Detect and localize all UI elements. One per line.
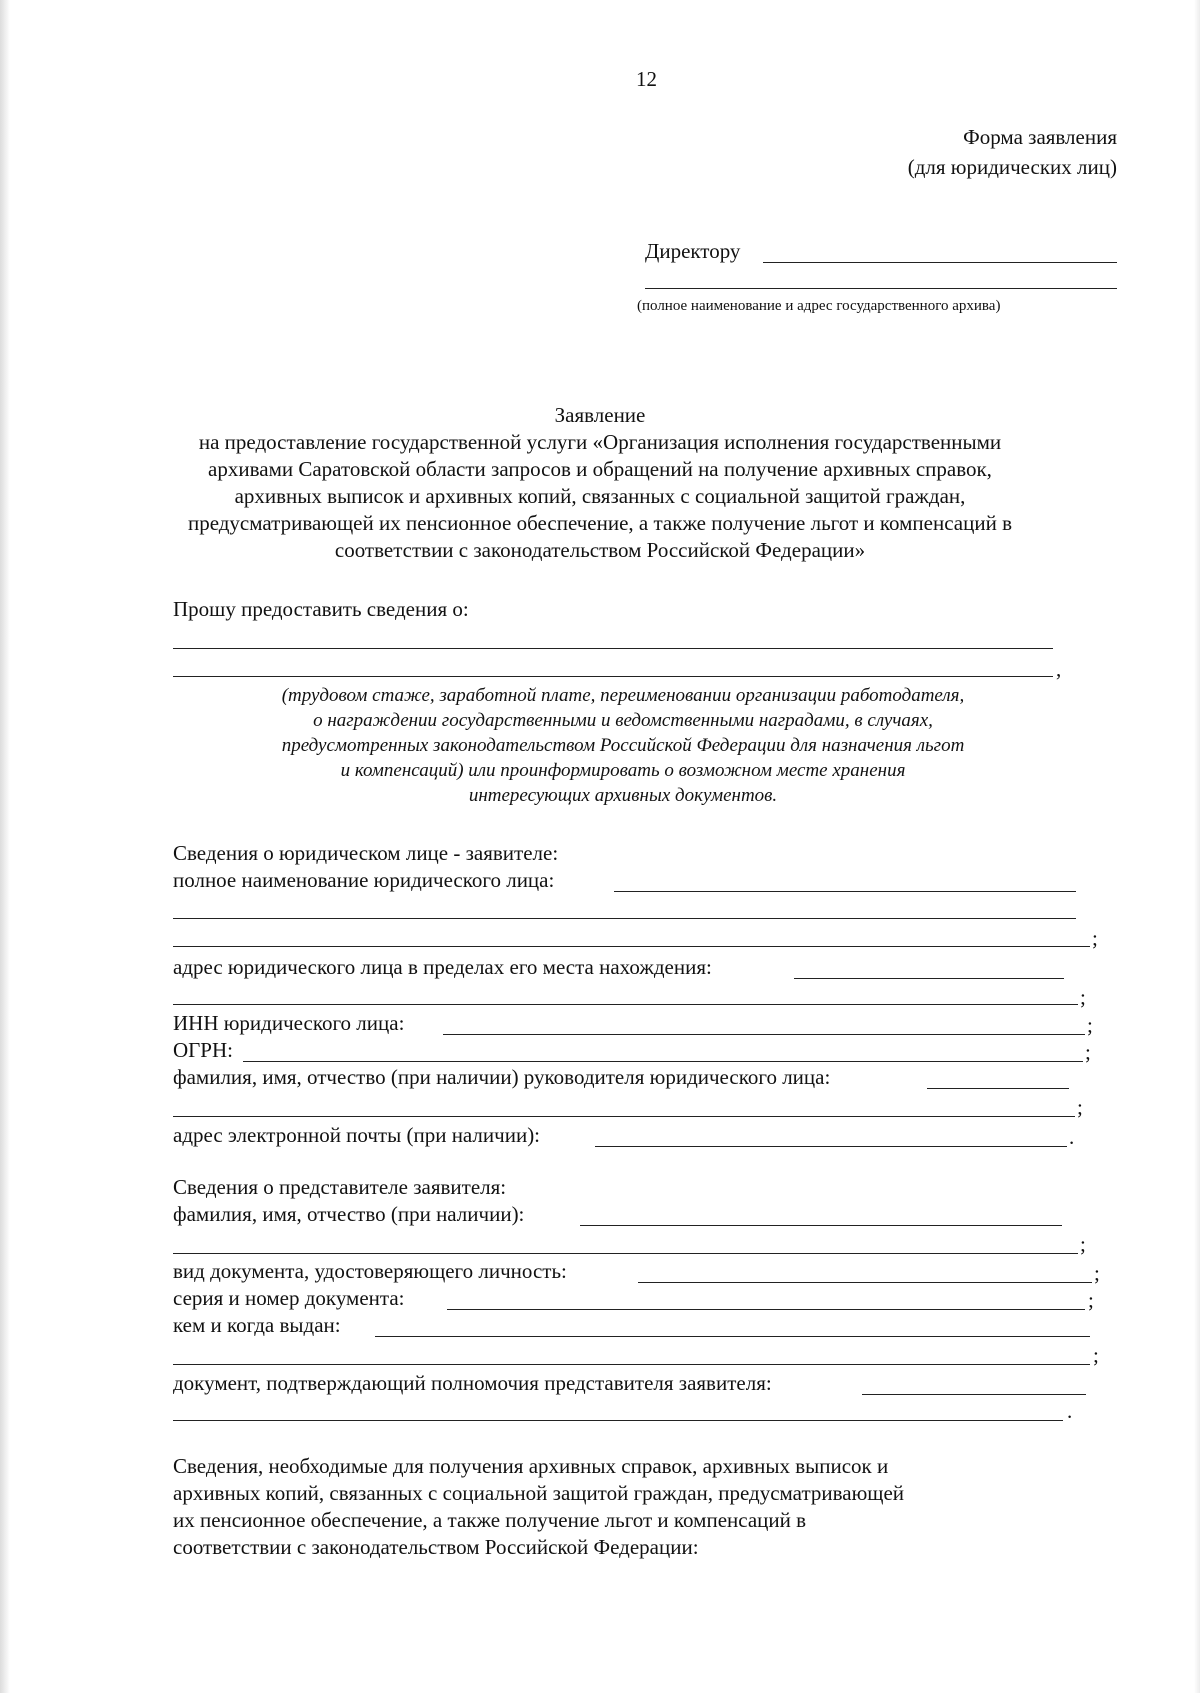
head-name-label: фамилия, имя, отчество (при наличии) руководителя юридического лица:: [173, 1065, 831, 1089]
representative-section-title: Сведения о представителе заявителя:: [173, 1175, 507, 1199]
request-field-line-2[interactable]: [173, 676, 1053, 677]
form-title-line1: Форма заявления: [963, 125, 1117, 149]
inn-label: ИНН юридического лица:: [173, 1011, 405, 1035]
addressee-caption: (полное наименование и адрес государственного архива): [637, 298, 1001, 314]
ogrn-semicolon: ;: [1085, 1040, 1091, 1064]
representative-name-semicolon: ;: [1080, 1232, 1086, 1256]
issued-by-label: кем и когда выдан:: [173, 1313, 341, 1337]
legal-entity-full-name-field[interactable]: [614, 891, 1076, 892]
page-number: 12: [636, 67, 657, 91]
addressee-field-line-2[interactable]: [645, 288, 1117, 289]
address-semicolon: ;: [1080, 985, 1086, 1009]
inn-field[interactable]: [443, 1034, 1085, 1035]
legal-entity-address-label: адрес юридического лица в пределах его места нахождения:: [173, 955, 712, 979]
ogrn-field[interactable]: [243, 1061, 1083, 1062]
request-label: Прошу предоставить сведения о:: [173, 597, 469, 621]
ogrn-label: ОГРН:: [173, 1038, 233, 1062]
email-label: адрес электронной почты (при наличии):: [173, 1123, 541, 1147]
addressee-field-line[interactable]: [763, 262, 1117, 263]
final-note-line-4: соответствии с законодательством Российской Федерации:: [173, 1535, 699, 1559]
head-name-field[interactable]: [927, 1088, 1069, 1089]
final-note-line-1: Сведения, необходимые для получения архивных справок, архивных выписок и: [173, 1454, 889, 1478]
doc-number-label: серия и номер документа:: [173, 1286, 405, 1310]
final-note-line-2: архивных копий, связанных с социальной защитой граждан, предусматривающей: [173, 1481, 905, 1505]
legal-entity-full-name-label: полное наименование юридического лица:: [173, 868, 555, 892]
issued-by-field-2[interactable]: [173, 1364, 1090, 1365]
head-name-semicolon: ;: [1077, 1095, 1083, 1119]
head-name-field-2[interactable]: [173, 1116, 1075, 1117]
doc-type-field[interactable]: [638, 1282, 1092, 1283]
statement-subtitle-line-5: соответствии с законодательством Российской Федерации»: [334, 538, 866, 562]
representative-name-field[interactable]: [580, 1225, 1062, 1226]
request-hint-line-4: и компенсаций) или проинформировать о возможном месте хранения: [340, 760, 906, 781]
representative-name-field-2[interactable]: [173, 1253, 1078, 1254]
full-name-semicolon: ;: [1092, 926, 1098, 950]
email-field[interactable]: [595, 1146, 1067, 1147]
doc-type-semicolon: ;: [1094, 1261, 1100, 1285]
doc-number-field[interactable]: [447, 1309, 1085, 1310]
legal-entity-section-title: Сведения о юридическом лице - заявителе:: [173, 841, 559, 865]
statement-title: Заявление: [554, 403, 646, 427]
statement-subtitle-line-4: предусматривающей их пенсионное обеспечение, а также получение льгот и компенсаций в: [187, 511, 1013, 535]
request-hint-line-5: интересующих архивных документов.: [468, 785, 778, 806]
statement-subtitle-line-1: на предоставление государственной услуги «Организация исполнения государственными: [198, 430, 1002, 454]
legal-entity-full-name-field-3[interactable]: [173, 946, 1090, 947]
legal-entity-address-field-2[interactable]: [173, 1004, 1078, 1005]
request-hint-line-3: предусмотренных законодательством Российской Федерации для назначения льгот: [281, 735, 965, 756]
page-left-shadow: [0, 0, 10, 1693]
form-title-line2: (для юридических лиц): [907, 155, 1117, 179]
legal-entity-address-field[interactable]: [794, 978, 1064, 979]
doc-type-label: вид документа, удостоверяющего личность:: [173, 1259, 567, 1283]
inn-semicolon: ;: [1087, 1013, 1093, 1037]
authority-doc-field-2[interactable]: [173, 1420, 1063, 1421]
statement-subtitle-line-3: архивных выписок и архивных копий, связанных с социальной защитой граждан,: [234, 484, 966, 508]
request-comma: ,: [1056, 657, 1062, 681]
addressee-label: Директору: [645, 239, 741, 263]
page-right-shadow: [1194, 0, 1200, 1693]
legal-entity-full-name-field-2[interactable]: [173, 918, 1076, 919]
issued-by-semicolon: ;: [1093, 1343, 1099, 1367]
authority-doc-label: документ, подтверждающий полномочия представителя заявителя:: [173, 1371, 772, 1395]
authority-doc-field[interactable]: [862, 1394, 1086, 1395]
final-note-line-3: их пенсионное обеспечение, а также получение льгот и компенсаций в: [173, 1508, 807, 1532]
request-hint-line-1: (трудовом стаже, заработной плате, переименовании организации работодателя,: [281, 685, 965, 706]
statement-subtitle-line-2: архивами Саратовской области запросов и обращений на получение архивных справок,: [208, 457, 992, 481]
issued-by-field[interactable]: [375, 1336, 1090, 1337]
representative-name-label: фамилия, имя, отчество (при наличии):: [173, 1202, 525, 1226]
authority-doc-period: .: [1067, 1399, 1073, 1423]
email-period: .: [1069, 1125, 1075, 1149]
request-field-line-1[interactable]: [173, 648, 1053, 649]
request-hint-line-2: о награждении государственными и ведомственными наградами, в случаях,: [313, 710, 933, 731]
doc-number-semicolon: ;: [1088, 1288, 1094, 1312]
